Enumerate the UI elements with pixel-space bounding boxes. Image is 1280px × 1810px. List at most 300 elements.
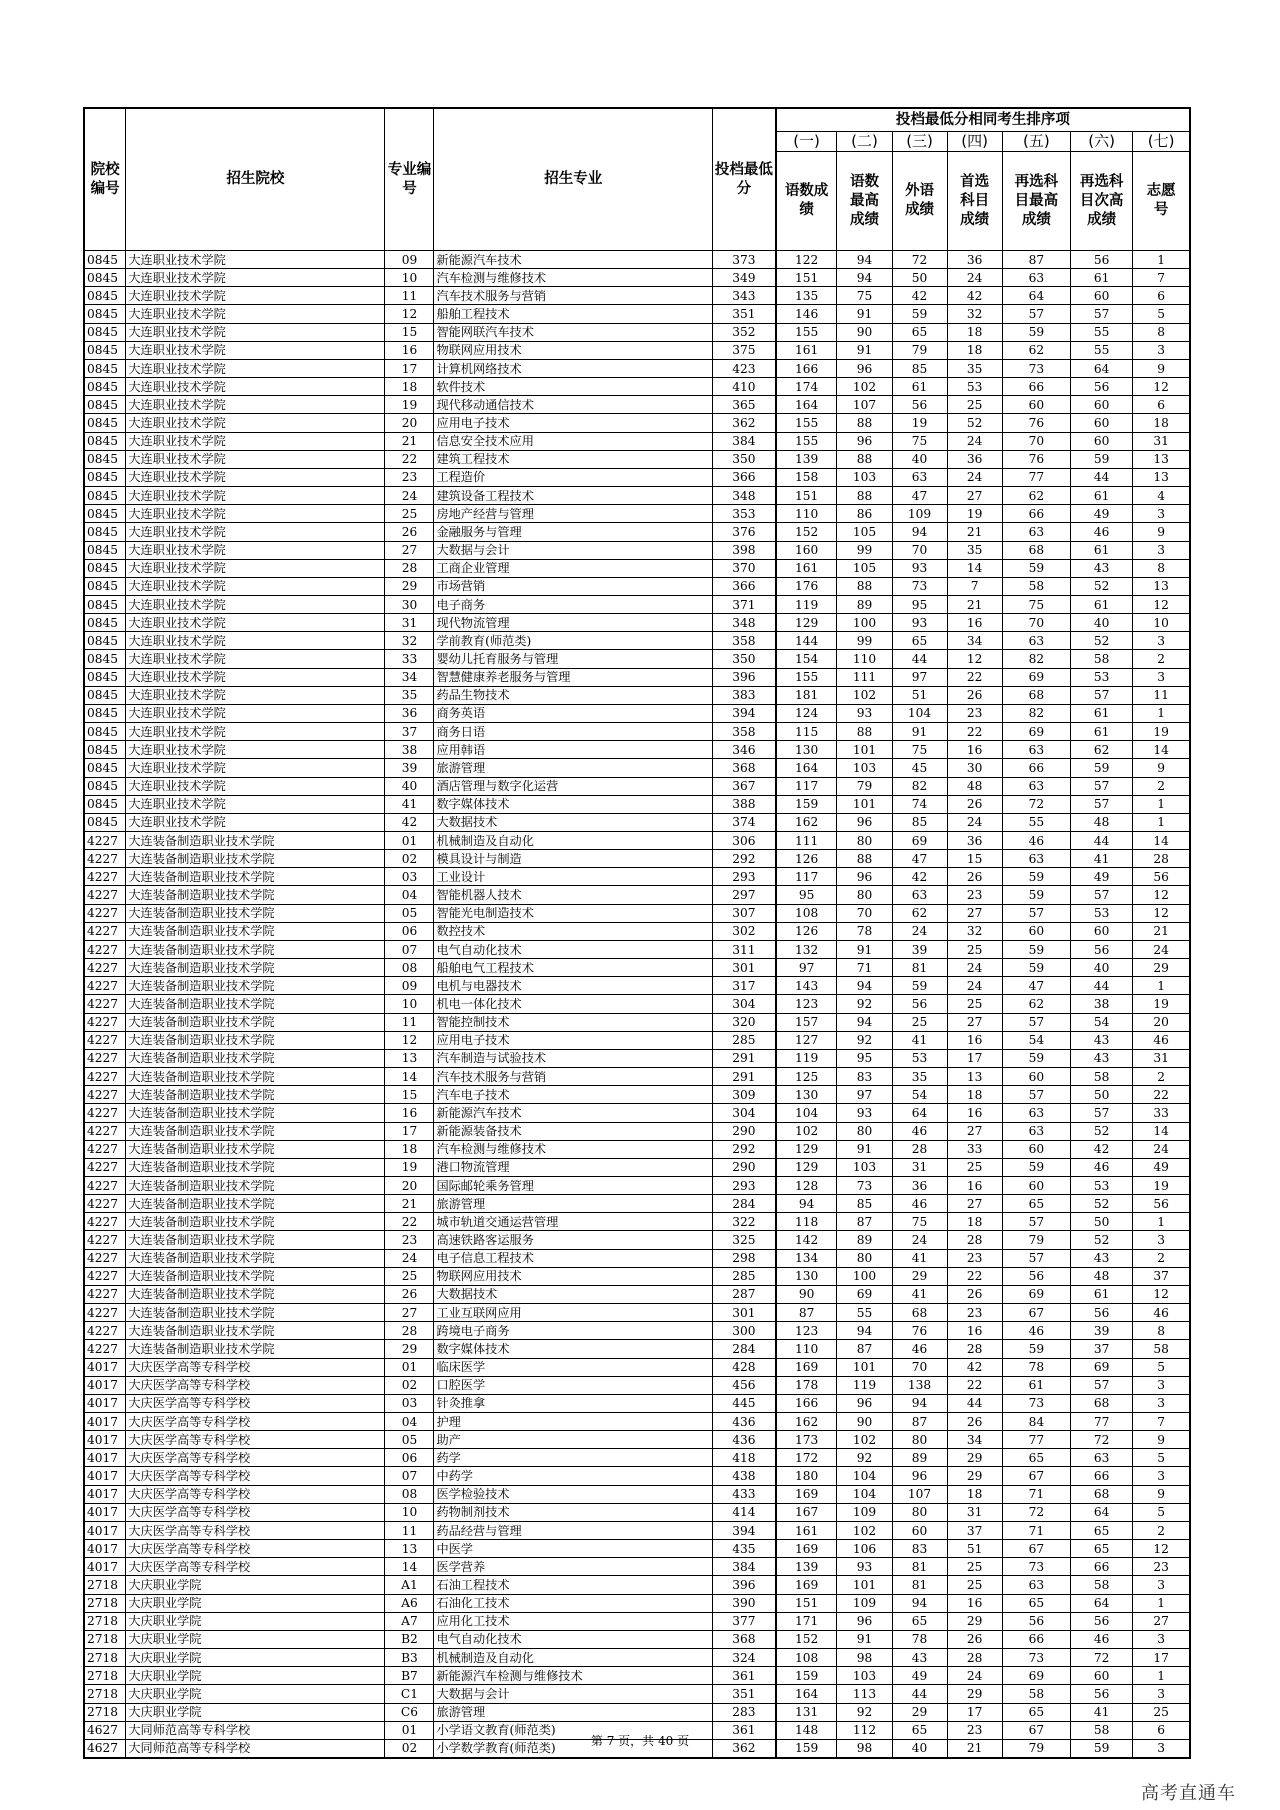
sort-item-label: 再选科目次高成绩 <box>1071 152 1133 251</box>
first-subject-score-cell: 19 <box>947 505 1002 523</box>
school-code-cell: 4227 <box>84 1195 126 1213</box>
table-row <box>84 868 1190 886</box>
preference-number-cell: 6 <box>1133 287 1190 305</box>
table-row <box>84 1285 1190 1303</box>
foreign-language-score-cell: 89 <box>892 1449 947 1467</box>
school-name-cell: 大连装备制造职业技术学院 <box>126 1249 385 1267</box>
school-name-cell: 大庆医学高等专科学校 <box>126 1431 385 1449</box>
min-score-cell: 396 <box>712 1576 775 1594</box>
chinese-math-score-cell: 161 <box>776 1521 837 1539</box>
table-row <box>84 523 1190 541</box>
chinese-math-score-cell: 142 <box>776 1231 837 1249</box>
table-row <box>84 1049 1190 1067</box>
school-code-cell: 0845 <box>84 450 126 468</box>
first-subject-score-cell: 7 <box>947 577 1002 595</box>
chinese-math-score-cell: 159 <box>776 1739 837 1758</box>
major-code-cell: 14 <box>385 1068 434 1086</box>
second-subject-next-score-cell: 58 <box>1071 1576 1133 1594</box>
foreign-language-score-cell: 75 <box>892 432 947 450</box>
school-code-cell: 4227 <box>84 832 126 850</box>
school-name-cell: 大庆职业学院 <box>126 1703 385 1721</box>
major-name-cell: 船舶电气工程技术 <box>434 959 713 977</box>
preference-number-cell: 12 <box>1133 595 1190 613</box>
chinese-math-max-score-cell: 96 <box>837 1394 892 1412</box>
second-subject-max-score-cell: 66 <box>1002 378 1070 396</box>
table-row <box>84 959 1190 977</box>
school-name-cell: 大连装备制造职业技术学院 <box>126 1267 385 1285</box>
foreign-language-score-cell: 43 <box>892 1649 947 1667</box>
chinese-math-score-cell: 124 <box>776 704 837 722</box>
chinese-math-max-score-cell: 96 <box>837 359 892 377</box>
second-subject-next-score-cell: 54 <box>1071 1013 1133 1031</box>
second-subject-next-score-cell: 46 <box>1071 1630 1133 1648</box>
major-name-cell: 应用韩语 <box>434 741 713 759</box>
chinese-math-max-score-cell: 113 <box>837 1685 892 1703</box>
school-code-cell: 4227 <box>84 995 126 1013</box>
table-row <box>84 704 1190 722</box>
major-code-cell: 21 <box>385 1195 434 1213</box>
first-subject-score-cell: 25 <box>947 396 1002 414</box>
table-row <box>84 1195 1190 1213</box>
chinese-math-score-cell: 123 <box>776 995 837 1013</box>
first-subject-score-cell: 16 <box>947 1594 1002 1612</box>
second-subject-next-score-cell: 52 <box>1071 1231 1133 1249</box>
major-code-cell: 01 <box>385 1721 434 1739</box>
major-name-cell: 旅游管理 <box>434 1703 713 1721</box>
table-row <box>84 1521 1190 1539</box>
major-name-cell: 护理 <box>434 1413 713 1431</box>
sort-item-number: (三) <box>892 132 947 152</box>
first-subject-score-cell: 24 <box>947 959 1002 977</box>
chinese-math-max-score-cell: 109 <box>837 1594 892 1612</box>
foreign-language-score-cell: 93 <box>892 614 947 632</box>
min-score-cell: 346 <box>712 741 775 759</box>
table-row <box>84 541 1190 559</box>
chinese-math-max-score-cell: 87 <box>837 1213 892 1231</box>
foreign-language-score-cell: 81 <box>892 959 947 977</box>
preference-number-cell: 11 <box>1133 686 1190 704</box>
first-subject-score-cell: 18 <box>947 323 1002 341</box>
first-subject-score-cell: 36 <box>947 832 1002 850</box>
chinese-math-score-cell: 169 <box>776 1576 837 1594</box>
major-name-cell: 旅游管理 <box>434 1195 713 1213</box>
second-subject-max-score-cell: 60 <box>1002 1176 1070 1194</box>
second-subject-next-score-cell: 56 <box>1071 1304 1133 1322</box>
chinese-math-max-score-cell: 79 <box>837 777 892 795</box>
chinese-math-score-cell: 130 <box>776 1086 837 1104</box>
chinese-math-score-cell: 131 <box>776 1703 837 1721</box>
major-name-cell: 汽车制造与试验技术 <box>434 1049 713 1067</box>
chinese-math-max-score-cell: 99 <box>837 541 892 559</box>
foreign-language-score-cell: 94 <box>892 1594 947 1612</box>
sort-items-group-title: 投档最低分相同考生排序项 <box>776 108 1190 132</box>
major-name-cell: 汽车技术服务与营销 <box>434 287 713 305</box>
sort-item-number: (五) <box>1002 132 1070 152</box>
second-subject-next-score-cell: 56 <box>1071 378 1133 396</box>
chinese-math-max-score-cell: 103 <box>837 1667 892 1685</box>
preference-number-cell: 46 <box>1133 1031 1190 1049</box>
school-name-cell: 大连职业技术学院 <box>126 323 385 341</box>
table-row <box>84 1267 1190 1285</box>
second-subject-next-score-cell: 52 <box>1071 632 1133 650</box>
second-subject-max-score-cell: 73 <box>1002 1394 1070 1412</box>
second-subject-next-score-cell: 57 <box>1071 305 1133 323</box>
major-name-cell: 机械制造及自动化 <box>434 832 713 850</box>
table-row <box>84 1540 1190 1558</box>
school-code-cell: 0845 <box>84 577 126 595</box>
chinese-math-max-score-cell: 105 <box>837 523 892 541</box>
school-code-cell: 0845 <box>84 378 126 396</box>
table-row <box>84 1158 1190 1176</box>
second-subject-next-score-cell: 53 <box>1071 904 1133 922</box>
school-name-cell: 大连职业技术学院 <box>126 632 385 650</box>
major-code-cell: 16 <box>385 1104 434 1122</box>
chinese-math-max-score-cell: 100 <box>837 1267 892 1285</box>
school-name-cell: 大连装备制造职业技术学院 <box>126 1340 385 1358</box>
preference-number-cell: 13 <box>1133 468 1190 486</box>
first-subject-score-cell: 18 <box>947 1485 1002 1503</box>
foreign-language-score-cell: 35 <box>892 1068 947 1086</box>
first-subject-score-cell: 26 <box>947 1413 1002 1431</box>
second-subject-max-score-cell: 62 <box>1002 487 1070 505</box>
major-name-cell: 石油化工技术 <box>434 1594 713 1612</box>
second-subject-max-score-cell: 77 <box>1002 468 1070 486</box>
foreign-language-score-cell: 72 <box>892 251 947 269</box>
min-score-cell: 366 <box>712 577 775 595</box>
chinese-math-score-cell: 87 <box>776 1304 837 1322</box>
table-row <box>84 813 1190 831</box>
chinese-math-score-cell: 134 <box>776 1249 837 1267</box>
major-code-cell: A6 <box>385 1594 434 1612</box>
first-subject-score-cell: 26 <box>947 795 1002 813</box>
table-row <box>84 741 1190 759</box>
second-subject-max-score-cell: 67 <box>1002 1304 1070 1322</box>
min-score-cell: 291 <box>712 1049 775 1067</box>
min-score-cell: 383 <box>712 686 775 704</box>
preference-number-cell: 56 <box>1133 1195 1190 1213</box>
chinese-math-score-cell: 123 <box>776 1322 837 1340</box>
chinese-math-score-cell: 128 <box>776 1176 837 1194</box>
second-subject-max-score-cell: 59 <box>1002 1158 1070 1176</box>
second-subject-max-score-cell: 69 <box>1002 668 1070 686</box>
school-code-cell: 0845 <box>84 741 126 759</box>
school-name-cell: 大连职业技术学院 <box>126 505 385 523</box>
school-code-cell: 4227 <box>84 1285 126 1303</box>
school-name-cell: 大连装备制造职业技术学院 <box>126 1285 385 1303</box>
min-score-cell: 297 <box>712 886 775 904</box>
min-score-cell: 371 <box>712 595 775 613</box>
major-code-cell: 24 <box>385 1249 434 1267</box>
chinese-math-score-cell: 143 <box>776 977 837 995</box>
second-subject-next-score-cell: 46 <box>1071 523 1133 541</box>
major-name-cell: 汽车检测与维修技术 <box>434 269 713 287</box>
preference-number-cell: 46 <box>1133 1304 1190 1322</box>
second-subject-next-score-cell: 69 <box>1071 1358 1133 1376</box>
second-subject-next-score-cell: 40 <box>1071 614 1133 632</box>
second-subject-next-score-cell: 64 <box>1071 359 1133 377</box>
table-row <box>84 1558 1190 1576</box>
school-name-cell: 大连职业技术学院 <box>126 523 385 541</box>
foreign-language-score-cell: 85 <box>892 359 947 377</box>
foreign-language-score-cell: 109 <box>892 505 947 523</box>
first-subject-score-cell: 23 <box>947 886 1002 904</box>
major-name-cell: 临床医学 <box>434 1358 713 1376</box>
table-row <box>84 1122 1190 1140</box>
foreign-language-score-cell: 25 <box>892 1013 947 1031</box>
chinese-math-max-score-cell: 85 <box>837 1195 892 1213</box>
first-subject-score-cell: 28 <box>947 1340 1002 1358</box>
second-subject-next-score-cell: 62 <box>1071 741 1133 759</box>
preference-number-cell: 58 <box>1133 1340 1190 1358</box>
table-row <box>84 487 1190 505</box>
major-code-cell: 10 <box>385 995 434 1013</box>
min-score-cell: 368 <box>712 759 775 777</box>
min-score-cell: 368 <box>712 1630 775 1648</box>
first-subject-score-cell: 23 <box>947 1304 1002 1322</box>
school-code-cell: 4227 <box>84 959 126 977</box>
school-name-cell: 大连装备制造职业技术学院 <box>126 1158 385 1176</box>
foreign-language-score-cell: 76 <box>892 1322 947 1340</box>
foreign-language-score-cell: 65 <box>892 1612 947 1630</box>
preference-number-cell: 12 <box>1133 378 1190 396</box>
min-score-cell: 325 <box>712 1231 775 1249</box>
preference-number-cell: 3 <box>1133 1394 1190 1412</box>
major-name-cell: 针灸推拿 <box>434 1394 713 1412</box>
min-score-cell: 285 <box>712 1031 775 1049</box>
foreign-language-score-cell: 44 <box>892 650 947 668</box>
school-name-cell: 大庆职业学院 <box>126 1594 385 1612</box>
second-subject-max-score-cell: 59 <box>1002 886 1070 904</box>
preference-number-cell: 25 <box>1133 1703 1190 1721</box>
sort-item-label: 语数成绩 <box>776 152 837 251</box>
min-score-cell: 384 <box>712 432 775 450</box>
second-subject-next-score-cell: 56 <box>1071 251 1133 269</box>
sort-item-number: (二) <box>837 132 892 152</box>
second-subject-next-score-cell: 60 <box>1071 287 1133 305</box>
school-code-cell: 4227 <box>84 886 126 904</box>
major-code-cell: 19 <box>385 1158 434 1176</box>
chinese-math-max-score-cell: 111 <box>837 668 892 686</box>
foreign-language-score-cell: 42 <box>892 287 947 305</box>
major-code-cell: A7 <box>385 1612 434 1630</box>
school-code-cell: 4017 <box>84 1558 126 1576</box>
table-row <box>84 577 1190 595</box>
major-code-cell: 16 <box>385 341 434 359</box>
first-subject-score-cell: 36 <box>947 251 1002 269</box>
second-subject-next-score-cell: 43 <box>1071 1031 1133 1049</box>
major-name-cell: 高速铁路客运服务 <box>434 1231 713 1249</box>
second-subject-next-score-cell: 37 <box>1071 1340 1133 1358</box>
chinese-math-max-score-cell: 92 <box>837 1703 892 1721</box>
min-score-cell: 414 <box>712 1503 775 1521</box>
major-code-cell: 40 <box>385 777 434 795</box>
first-subject-score-cell: 33 <box>947 1140 1002 1158</box>
table-row <box>84 251 1190 269</box>
chinese-math-max-score-cell: 101 <box>837 741 892 759</box>
major-code-cell: 30 <box>385 595 434 613</box>
chinese-math-max-score-cell: 87 <box>837 1340 892 1358</box>
major-code-cell: 03 <box>385 1394 434 1412</box>
second-subject-max-score-cell: 73 <box>1002 1649 1070 1667</box>
school-code-cell: 4227 <box>84 1122 126 1140</box>
school-name-cell: 大连职业技术学院 <box>126 759 385 777</box>
school-code-cell: 0845 <box>84 269 126 287</box>
min-score-cell: 302 <box>712 922 775 940</box>
min-score-cell: 358 <box>712 723 775 741</box>
table-row <box>84 1104 1190 1122</box>
major-name-cell: 新能源装备技术 <box>434 1122 713 1140</box>
school-name-cell: 大连装备制造职业技术学院 <box>126 1195 385 1213</box>
second-subject-next-score-cell: 61 <box>1071 487 1133 505</box>
second-subject-next-score-cell: 57 <box>1071 1104 1133 1122</box>
school-code-cell: 4017 <box>84 1376 126 1394</box>
school-code-cell: 4227 <box>84 1086 126 1104</box>
second-subject-next-score-cell: 56 <box>1071 1612 1133 1630</box>
chinese-math-max-score-cell: 88 <box>837 850 892 868</box>
school-name-cell: 大庆医学高等专科学校 <box>126 1467 385 1485</box>
second-subject-max-score-cell: 54 <box>1002 1031 1070 1049</box>
second-subject-next-score-cell: 58 <box>1071 1721 1133 1739</box>
major-code-cell: 35 <box>385 686 434 704</box>
school-code-cell: 0845 <box>84 668 126 686</box>
chinese-math-max-score-cell: 103 <box>837 759 892 777</box>
preference-number-cell: 3 <box>1133 632 1190 650</box>
major-code-cell: 23 <box>385 468 434 486</box>
second-subject-max-score-cell: 69 <box>1002 723 1070 741</box>
major-name-cell: 工程造价 <box>434 468 713 486</box>
min-score-cell: 362 <box>712 1739 775 1758</box>
major-code-cell: 17 <box>385 1122 434 1140</box>
school-code-cell: 0845 <box>84 704 126 722</box>
sort-item-label: 外语成绩 <box>892 152 947 251</box>
second-subject-next-score-cell: 59 <box>1071 1739 1133 1758</box>
table-row <box>84 305 1190 323</box>
second-subject-max-score-cell: 73 <box>1002 1558 1070 1576</box>
chinese-math-score-cell: 173 <box>776 1431 837 1449</box>
foreign-language-score-cell: 73 <box>892 577 947 595</box>
chinese-math-score-cell: 108 <box>776 1649 837 1667</box>
major-name-cell: 医学营养 <box>434 1558 713 1576</box>
table-row <box>84 414 1190 432</box>
second-subject-next-score-cell: 77 <box>1071 1413 1133 1431</box>
major-code-cell: 01 <box>385 1358 434 1376</box>
chinese-math-score-cell: 155 <box>776 432 837 450</box>
preference-number-cell: 1 <box>1133 1594 1190 1612</box>
preference-number-cell: 4 <box>1133 487 1190 505</box>
school-code-cell: 4227 <box>84 1231 126 1249</box>
preference-number-cell: 27 <box>1133 1612 1190 1630</box>
preference-number-cell: 3 <box>1133 341 1190 359</box>
first-subject-score-cell: 24 <box>947 1667 1002 1685</box>
min-score-cell: 324 <box>712 1649 775 1667</box>
major-code-cell: 02 <box>385 1739 434 1758</box>
preference-number-cell: 17 <box>1133 1649 1190 1667</box>
foreign-language-score-cell: 83 <box>892 1540 947 1558</box>
min-score-cell: 394 <box>712 704 775 722</box>
major-code-cell: 42 <box>385 813 434 831</box>
first-subject-score-cell: 21 <box>947 595 1002 613</box>
min-score-cell: 320 <box>712 1013 775 1031</box>
major-name-cell: 中药学 <box>434 1467 713 1485</box>
major-code-cell: 25 <box>385 505 434 523</box>
min-score-cell: 351 <box>712 305 775 323</box>
school-code-cell: 2718 <box>84 1630 126 1648</box>
major-code-cell: 28 <box>385 559 434 577</box>
preference-number-cell: 2 <box>1133 650 1190 668</box>
second-subject-max-score-cell: 75 <box>1002 595 1070 613</box>
first-subject-score-cell: 24 <box>947 432 1002 450</box>
table-row <box>84 777 1190 795</box>
major-name-cell: 房地产经营与管理 <box>434 505 713 523</box>
school-code-cell: 4017 <box>84 1413 126 1431</box>
first-subject-score-cell: 31 <box>947 1503 1002 1521</box>
table-row <box>84 668 1190 686</box>
major-name-cell: 建筑工程技术 <box>434 450 713 468</box>
major-code-cell: 32 <box>385 632 434 650</box>
chinese-math-max-score-cell: 89 <box>837 1231 892 1249</box>
school-name-cell: 大连装备制造职业技术学院 <box>126 886 385 904</box>
school-code-cell: 0845 <box>84 614 126 632</box>
school-code-cell: 4227 <box>84 1304 126 1322</box>
chinese-math-score-cell: 151 <box>776 269 837 287</box>
chinese-math-max-score-cell: 96 <box>837 1612 892 1630</box>
chinese-math-max-score-cell: 83 <box>837 1068 892 1086</box>
chinese-math-max-score-cell: 70 <box>837 904 892 922</box>
chinese-math-score-cell: 119 <box>776 595 837 613</box>
second-subject-max-score-cell: 61 <box>1002 1376 1070 1394</box>
chinese-math-max-score-cell: 71 <box>837 959 892 977</box>
chinese-math-score-cell: 151 <box>776 487 837 505</box>
min-score-cell: 374 <box>712 813 775 831</box>
foreign-language-score-cell: 82 <box>892 777 947 795</box>
min-score-cell: 377 <box>712 1612 775 1630</box>
table-row <box>84 632 1190 650</box>
second-subject-max-score-cell: 60 <box>1002 1068 1070 1086</box>
school-name-cell: 大连职业技术学院 <box>126 686 385 704</box>
school-code-cell: 0845 <box>84 632 126 650</box>
major-code-cell: 34 <box>385 668 434 686</box>
first-subject-score-cell: 29 <box>947 1612 1002 1630</box>
major-code-cell: 08 <box>385 1485 434 1503</box>
preference-number-cell: 2 <box>1133 777 1190 795</box>
chinese-math-score-cell: 171 <box>776 1612 837 1630</box>
major-name-cell: 应用电子技术 <box>434 1031 713 1049</box>
major-code-cell: 21 <box>385 432 434 450</box>
major-name-cell: 大数据技术 <box>434 813 713 831</box>
chinese-math-score-cell: 161 <box>776 559 837 577</box>
school-name-cell: 大连职业技术学院 <box>126 614 385 632</box>
chinese-math-score-cell: 160 <box>776 541 837 559</box>
major-name-cell: 新能源汽车技术 <box>434 251 713 269</box>
first-subject-score-cell: 22 <box>947 668 1002 686</box>
preference-number-cell: 1 <box>1133 1667 1190 1685</box>
second-subject-next-score-cell: 48 <box>1071 813 1133 831</box>
table-row <box>84 341 1190 359</box>
min-score-cell: 350 <box>712 450 775 468</box>
second-subject-max-score-cell: 71 <box>1002 1485 1070 1503</box>
foreign-language-score-cell: 59 <box>892 305 947 323</box>
min-score-cell: 358 <box>712 632 775 650</box>
first-subject-score-cell: 24 <box>947 468 1002 486</box>
min-score-cell: 291 <box>712 1068 775 1086</box>
school-name-cell: 大连职业技术学院 <box>126 595 385 613</box>
min-score-cell: 367 <box>712 777 775 795</box>
second-subject-next-score-cell: 49 <box>1071 868 1133 886</box>
preference-number-cell: 5 <box>1133 305 1190 323</box>
second-subject-next-score-cell: 61 <box>1071 723 1133 741</box>
second-subject-next-score-cell: 56 <box>1071 940 1133 958</box>
second-subject-max-score-cell: 47 <box>1002 977 1070 995</box>
